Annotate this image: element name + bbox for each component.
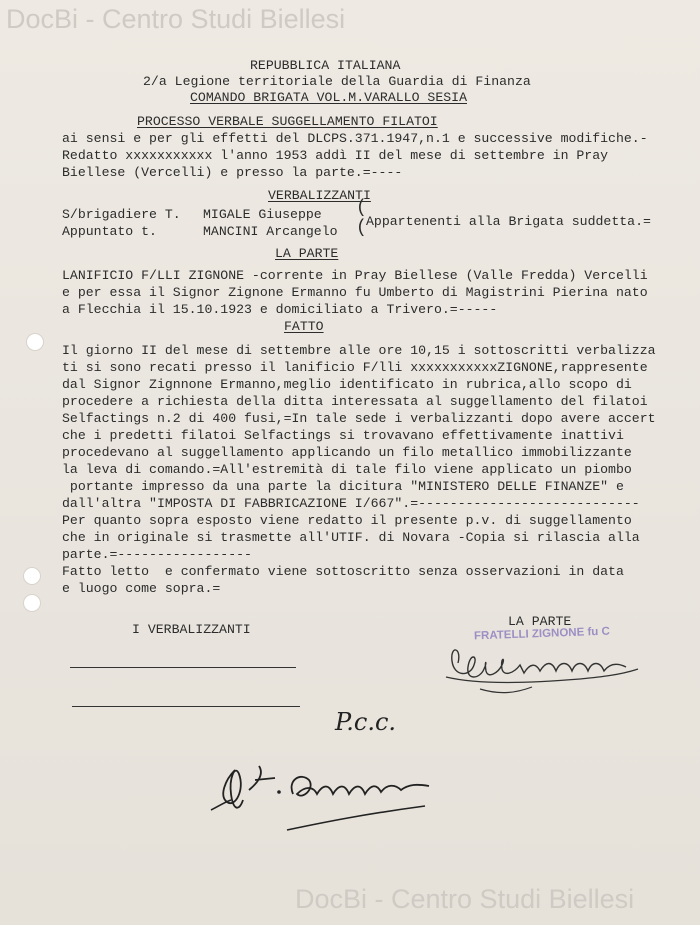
verbalizzanti-note: Appartenenti alla Brigata suddetta.=: [366, 214, 651, 229]
pcc-annotation: P.c.c.: [335, 708, 397, 736]
fatto-line-11: Per quanto sopra esposto viene redatto il presente p.v. di suggellamento: [62, 513, 632, 528]
verbalizzante-name-1: MIGALE Giuseppe: [203, 207, 322, 222]
fatto-line-10: dall'altra "IMPOSTA DI FABBRICAZIONE I/667".=----------------------------: [62, 496, 640, 511]
header-line-3: COMANDO BRIGATA VOL.M.VARALLO SESIA: [190, 90, 467, 105]
parte-signature: [440, 633, 650, 703]
verbalizzante-name-2: MANCINI Arcangelo: [203, 224, 338, 239]
verbalizzanti-heading: VERBALIZZANTI: [268, 188, 371, 203]
signature-line-2: [72, 706, 300, 707]
intro-line-2: Redatto xxxxxxxxxxx l'anno 1953 addì II del mese di settembre in Pray: [62, 148, 609, 163]
punch-hole-3: [23, 594, 41, 612]
header-line-1: REPUBBLICA ITALIANA: [250, 58, 401, 73]
parte-heading: LA PARTE: [275, 246, 339, 261]
fatto-line-4: procedere a richiesta della ditta interessata al suggellamento del filatoi: [62, 394, 648, 409]
fatto-line-15: e luogo come sopra.=: [62, 581, 221, 596]
punch-hole-2: [23, 567, 41, 585]
fatto-line-14: Fatto letto e confermato viene sottoscritto senza osservazioni in data: [62, 564, 624, 579]
watermark-top: DocBi - Centro Studi Biellesi: [6, 4, 346, 34]
verbalizzanti-signature-label: I VERBALIZZANTI: [132, 622, 251, 637]
fatto-line-7: procedevano al suggellamento applicando un filo metallico immobilizzante: [62, 445, 632, 460]
bracket-top: (: [356, 198, 367, 218]
intro-line-3: Biellese (Vercelli) e presso la parte.=----: [62, 165, 403, 180]
fatto-line-9: portante impresso da una parte la dicitura "MINISTERO DELLE FINANZE" e: [62, 479, 624, 494]
fatto-line-12: che in originale si trasmette all'UTIF. di Novara -Copia si rilascia alla: [62, 530, 640, 545]
punch-hole-1: [26, 333, 44, 351]
bracket-bottom: (: [356, 218, 367, 238]
company-stamp: FRATELLI ZIGNONE fu C: [473, 625, 611, 643]
fatto-line-2: ti si sono recati presso il lanificio F/lli xxxxxxxxxxxZIGNONE,rappresente: [62, 360, 648, 375]
signature-line-1: [70, 667, 296, 668]
parte-line-2: e per essa il Signor Zignone Ermanno fu Umberto di Magistrini Pierina nato: [62, 285, 648, 300]
fatto-heading: FATTO: [284, 319, 324, 334]
verbalizzante-rank-2: Appuntato t.: [62, 224, 157, 239]
fatto-line-13: parte.=-----------------: [62, 547, 252, 562]
certifying-signature: [205, 750, 455, 840]
fatto-line-6: che i predetti filatoi Selfactings si trovavano effettivamente inattivi: [62, 428, 624, 443]
parte-line-1: LANIFICIO F/LLI ZIGNONE -corrente in Pray Biellese (Valle Fredda) Vercelli: [62, 268, 648, 283]
fatto-line-1: Il giorno II del mese di settembre alle ore 10,15 i sottoscritti verbalizza: [62, 343, 656, 358]
intro-line-1: ai sensi e per gli effetti del DLCPS.371.1947,n.1 e successive modifiche.-: [62, 131, 648, 146]
fatto-line-3: dal Signor Zignnone Ermanno,meglio identificato in rubrica,allo scopo di: [62, 377, 632, 392]
parte-signature-label: LA PARTE: [508, 614, 572, 629]
header-line-2: 2/a Legione territoriale della Guardia di Finanza: [143, 74, 531, 89]
parte-line-3: a Flecchia il 15.10.1923 e domiciliato a Trivero.=-----: [62, 302, 498, 317]
fatto-line-5: Selfactings n.2 di 400 fusi,=In tale sede i verbalizzanti dopo avere accert: [62, 411, 656, 426]
fatto-line-8: la leva di comando.=All'estremità di tale filo viene applicato un piombo: [62, 462, 632, 477]
watermark-bottom: DocBi - Centro Studi Biellesi: [295, 884, 635, 914]
verbalizzante-rank-1: S/brigadiere T.: [62, 207, 181, 222]
document-title: PROCESSO VERBALE SUGGELLAMENTO FILATOI: [137, 114, 438, 129]
